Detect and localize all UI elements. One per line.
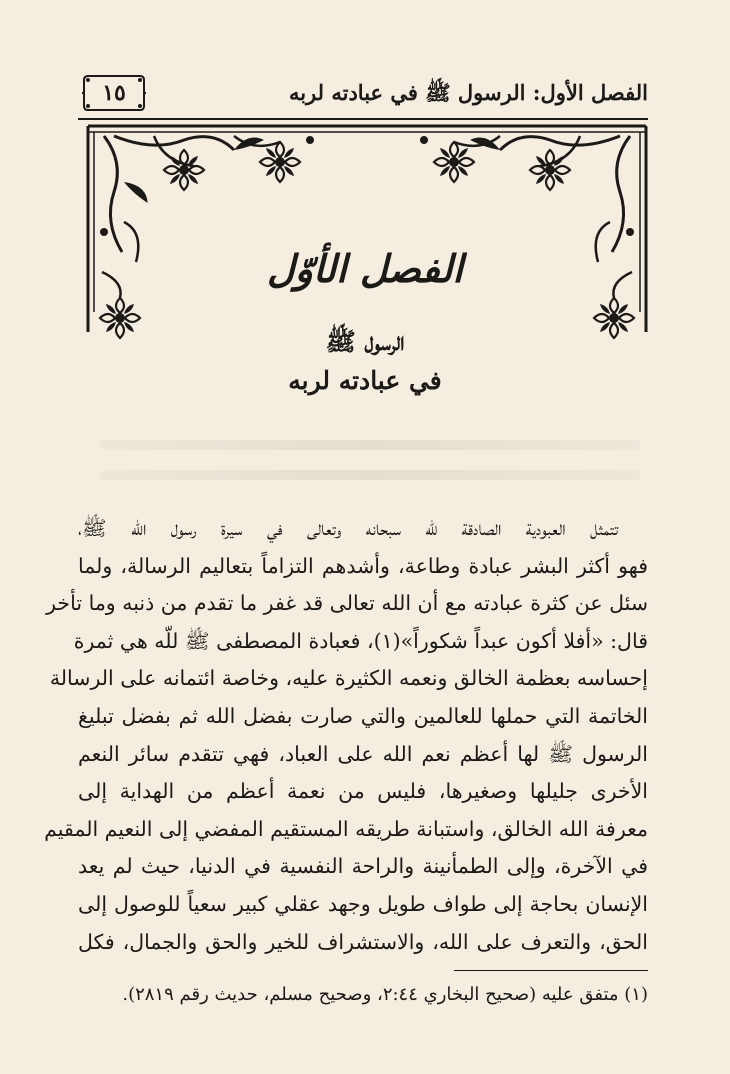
body-line: فهو أكثر البشر عبادة وطاعة، وأشدهم التزاماً بتعاليم الرسالة، ولما xyxy=(78,553,648,578)
body-line: الخاتمة التي حملها للعالمين والتي صارت بفضل الله ثم بفضل تبليغ xyxy=(78,703,648,728)
body-line: الإنسان بحاجة إلى طواف طويل وجهد عقلي كبير سعياً للوصول إلى xyxy=(78,891,648,916)
header-rule xyxy=(78,118,648,120)
body-paragraph xyxy=(44,510,648,961)
chapter-subtitle-line-2: في عبادته لربه xyxy=(288,366,442,395)
chapter-title: الفصل الأوّل xyxy=(267,246,463,291)
body-line: تتمثل العبودية الصادقة للّه سبحانه وتعالى في سيرة رسول الله ﷺ، xyxy=(78,516,618,540)
running-title: الفصل الأول: الرسول ﷺ في عبادته لربه xyxy=(288,80,648,105)
show-through-line xyxy=(100,440,640,450)
footnote: (١) متفق عليه (صحيح البخاري ٢:٤٤، وصحيح مسلم، حديث رقم ٢٨١٩). xyxy=(122,984,648,1005)
page-number: ١٥ xyxy=(102,80,126,106)
body-line: الأخرى جليلها وصغيرها، فليس من نعمة أعظم من الهداية إلى xyxy=(78,779,648,804)
show-through-line xyxy=(100,470,640,480)
chapter-subtitle-line-1: الرسول ﷺ xyxy=(325,327,405,356)
body-line: في الآخرة، وإلى الطمأنينة والراحة النفسية في الدنيا، حيث لم يعد xyxy=(78,854,648,879)
body-line: الرسول ﷺ لها أعظم نعم الله على العباد، فهي تتقدم سائر النعم xyxy=(78,741,648,766)
body-line: سئل عن كثرة عبادته مع أن الله تعالى قد غفر ما تقدم من ذنبه وما تأخر xyxy=(46,591,648,616)
running-header xyxy=(78,74,648,118)
body-line: إحساسه بعظمة الخالق ونعمه الكثيرة عليه، وخاصة ائتمانه على الرسالة xyxy=(49,666,648,691)
body-line: قال: «أفلا أكون عبداً شكوراً»(١)، فعبادة المصطفى ﷺ للّه هي ثمرة xyxy=(73,628,648,653)
footnote-rule xyxy=(454,970,648,971)
page-number-frame xyxy=(82,74,146,112)
body-line: معرفة الله الخالق، واستبانة طريقه المستقيم المفضي إلى النعيم المقيم xyxy=(44,816,648,841)
floral-ornament-frame xyxy=(84,122,650,344)
body-line: الحق، والتعرف على الله، والاستشراف للخير والحق والجمال، فكل xyxy=(78,929,648,954)
